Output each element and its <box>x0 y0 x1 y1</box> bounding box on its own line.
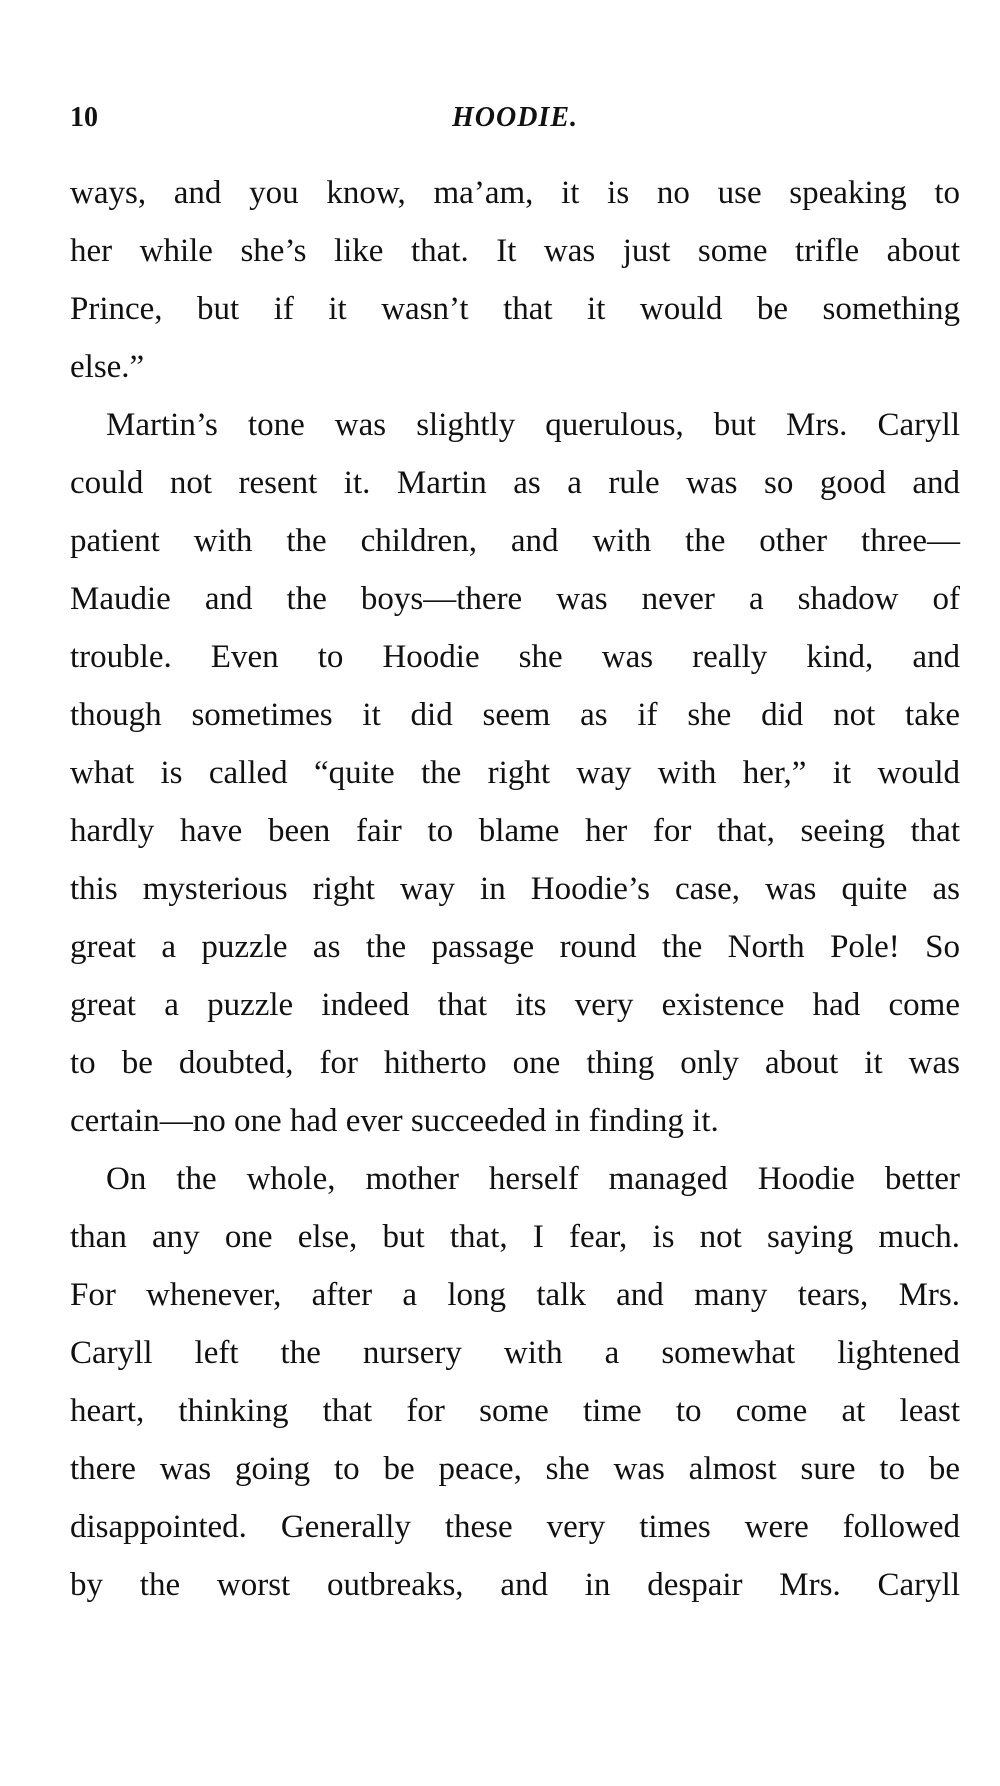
text-line: heart, thinking that for some time to come at least <box>70 1393 960 1429</box>
text-line: disappointed. Generally these very times were followed <box>70 1509 960 1545</box>
page-number: 10 <box>70 102 98 133</box>
text-line: hardly have been fair to blame her for that, seeing that <box>70 813 960 849</box>
text-line: though sometimes it did seem as if she did not take <box>70 697 960 733</box>
text-line: her while she’s like that. It was just some trifle about <box>70 233 960 269</box>
text-line: Martin’s tone was slightly querulous, but Mrs. Caryll <box>106 407 960 443</box>
text-line: what is called “quite the right way with her,” it would <box>70 755 960 791</box>
body-text <box>70 164 960 1614</box>
text-line: On the whole, mother herself managed Hoodie better <box>106 1161 960 1197</box>
text-line: Maudie and the boys—there was never a shadow of <box>70 581 960 617</box>
text-line: Caryll left the nursery with a somewhat lightened <box>70 1335 960 1371</box>
page-header <box>70 102 960 142</box>
running-title: HOODIE. <box>451 102 578 133</box>
text-line: to be doubted, for hitherto one thing only about it was <box>70 1045 960 1081</box>
text-line: great a puzzle indeed that its very existence had come <box>70 987 960 1023</box>
text-line: else.” <box>70 349 145 385</box>
text-line: For whenever, after a long talk and many tears, Mrs. <box>70 1277 960 1313</box>
text-line: by the worst outbreaks, and in despair Mrs. Caryll <box>70 1567 960 1603</box>
text-line: great a puzzle as the passage round the North Pole! So <box>70 929 960 965</box>
text-line: patient with the children, and with the other three— <box>70 523 960 559</box>
text-line: ways, and you know, ma’am, it is no use speaking to <box>70 175 960 211</box>
text-line: trouble. Even to Hoodie she was really kind, and <box>70 639 960 675</box>
text-line: could not resent it. Martin as a rule was so good and <box>70 465 960 501</box>
text-line: there was going to be peace, she was almost sure to be <box>70 1451 960 1487</box>
text-line: than any one else, but that, I fear, is not saying much. <box>70 1219 960 1255</box>
text-line: certain—no one had ever succeeded in finding it. <box>70 1103 719 1139</box>
text-line: Prince, but if it wasn’t that it would be something <box>70 291 960 327</box>
text-line: this mysterious right way in Hoodie’s case, was quite as <box>70 871 960 907</box>
